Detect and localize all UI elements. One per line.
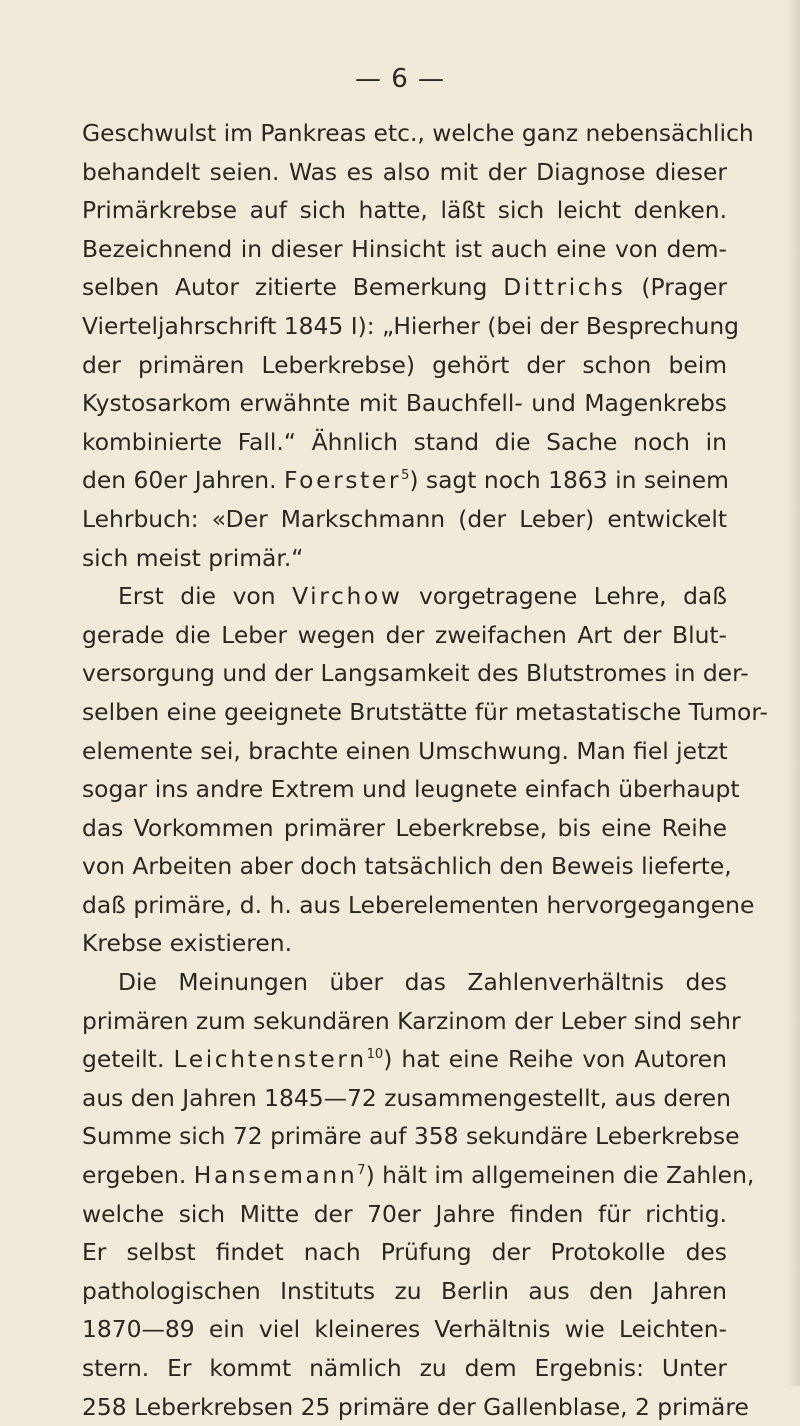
- text-line: 258 Leberkrebsen 25 primäre der Gallenblase, 2 primäre: [82, 1392, 749, 1421]
- text-line: selben eine geeignete Brutstätte für metastatische Tumor-: [82, 697, 768, 726]
- text-line: geteilt. Leichtenstern$^{10}$) hat eine Reihe von Autoren: [82, 1045, 727, 1074]
- text-line: versorgung und der Langsamkeit des Blutstromes in der-: [82, 659, 749, 688]
- text-line: pathologischen Instituts zu Berlin aus den Jahren: [82, 1276, 727, 1305]
- author-name: Virchow: [292, 582, 403, 611]
- text-line: den 60er Jahren. Foerster$^5$) sagt noch 1863 in seinem: [82, 466, 729, 495]
- text-line: das Vorkommen primärer Leberkrebse, bis eine Reihe: [82, 813, 727, 842]
- text-line: aus den Jahren 1845—72 zusammengestellt, aus deren: [82, 1083, 731, 1112]
- footnote-ref: 5: [401, 468, 410, 484]
- text-line: stern. Er kommt nämlich zu dem Ergebnis: Unter: [82, 1354, 727, 1382]
- text-line: gerade die Leber wegen der zweifachen Art der Blut-: [82, 620, 727, 649]
- author-name: Leichtenstern: [173, 1045, 367, 1074]
- text-line: Er selbst findet nach Prüfung der Protokolle des: [82, 1238, 727, 1267]
- text-line: Krebse existieren.: [82, 929, 293, 958]
- text-line: Die Meinungen über das Zahlenverhältnis des: [118, 968, 727, 997]
- text-line: Lehrbuch: «Der Markschmann (der Leber) entwickelt: [82, 504, 727, 533]
- footnote-ref: 10: [366, 1047, 384, 1063]
- text-line: Summe sich 72 primäre auf 358 sekundäre Leberkrebse: [82, 1122, 740, 1151]
- text-line: von Arbeiten aber doch tatsächlich den Beweis lieferte,: [82, 852, 732, 881]
- text-line: ergeben. Hansemann$^7$) hält im allgemeinen die Zahlen,: [82, 1161, 755, 1190]
- text-line: welche sich Mitte der 70er Jahre finden für richtig.: [82, 1199, 727, 1228]
- author-name: Dittrichs: [503, 273, 626, 302]
- text-line: Geschwulst im Pankreas etc., welche ganz nebensächlich: [82, 119, 754, 147]
- page-number: — 6 —: [354, 64, 446, 94]
- page-edge-shadow: [786, 0, 800, 1386]
- text-line: Bezeichnend in dieser Hinsicht ist auch eine von dem-: [82, 234, 727, 263]
- author-name: Foerster: [283, 466, 402, 495]
- text-line: primären zum sekundären Karzinom der Leber sind sehr: [82, 1006, 741, 1035]
- footnote-ref: 7: [357, 1163, 366, 1179]
- body-text: [82, 114, 768, 1426]
- text-line: 1870—89 ein viel kleineres Verhältnis wie Leichten-: [82, 1315, 727, 1344]
- text-line: daß primäre, d. h. aus Leberelementen hervorgegangene: [82, 890, 755, 919]
- text-line: Vierteljahrschrift 1845 I): „Hierher (bei der Besprechung: [82, 311, 740, 340]
- text-line: selben Autor zitierte Bemerkung Dittrichs (Prager: [82, 273, 728, 302]
- author-name: Hansemann: [193, 1161, 358, 1190]
- text-line: Kystosarkom erwähnte mit Bauchfell- und Magenkrebs: [82, 389, 727, 418]
- text-line: Erst die von Virchow vorgetragene Lehre, daß: [118, 582, 727, 611]
- text-line: elemente sei, brachte einen Umschwung. Man fiel jetzt: [82, 736, 728, 765]
- text-line: sogar ins andre Extrem und leugnete einfach überhaupt: [82, 775, 740, 804]
- text-line: behandelt seien. Was es also mit der Diagnose dieser: [82, 157, 727, 186]
- text-line: sich meist primär.“: [82, 543, 304, 572]
- text-line: Primärkrebse auf sich hatte, läßt sich leicht denken.: [82, 196, 727, 225]
- text-line: der primären Leberkrebse) gehört der schon beim: [82, 350, 727, 379]
- text-line: kombinierte Fall.“ Ähnlich stand die Sache noch in: [82, 427, 727, 456]
